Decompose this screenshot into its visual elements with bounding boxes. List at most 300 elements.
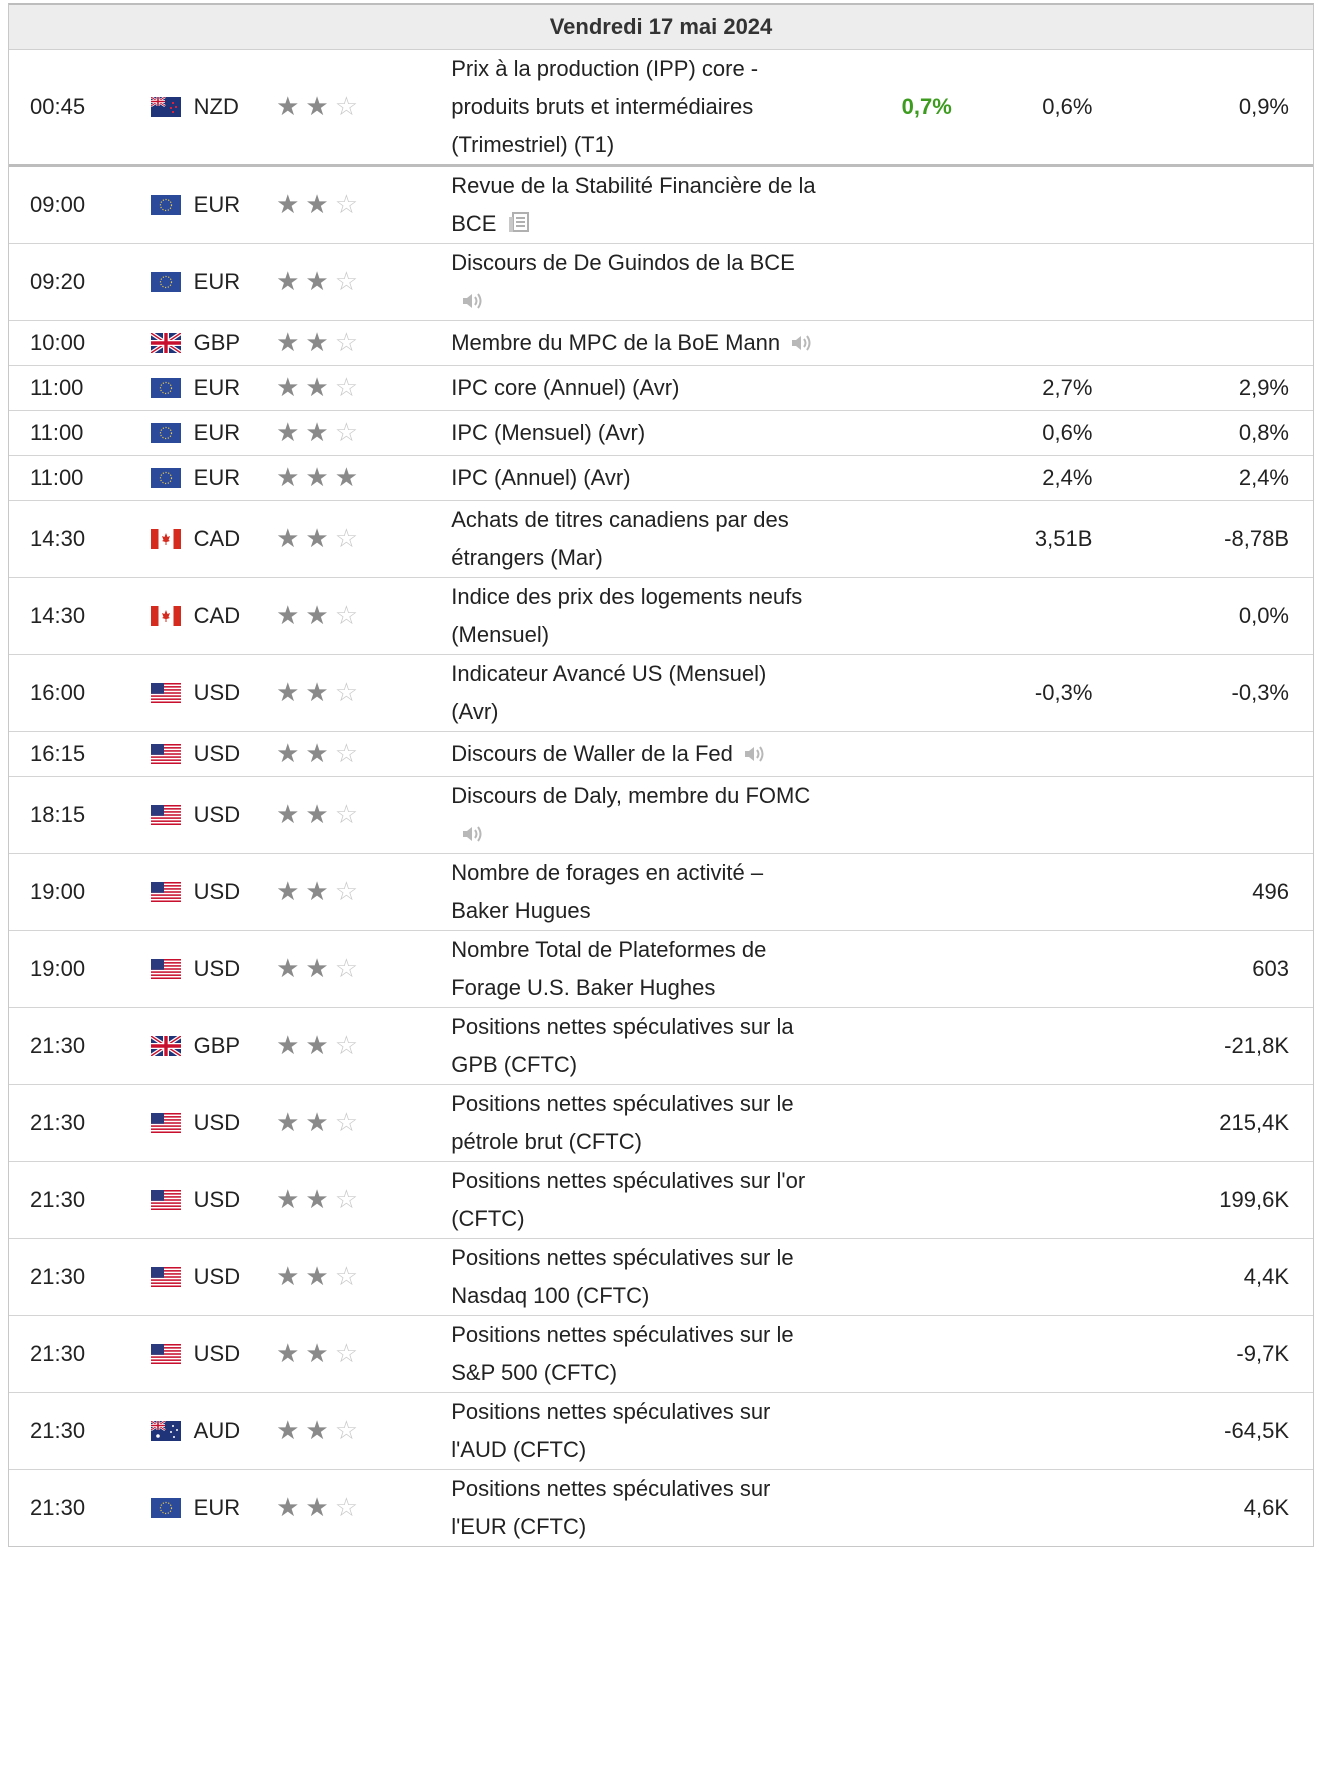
event-currency: [151, 366, 276, 411]
previous-value: 496: [1092, 854, 1313, 931]
us-flag-icon: [151, 1267, 181, 1287]
star-empty-icon: ☆: [334, 523, 358, 553]
importance-stars: [276, 501, 451, 578]
previous-value: 603: [1092, 931, 1313, 1008]
star-filled-icon: ★: [305, 1184, 329, 1214]
events-table: [9, 50, 1313, 1546]
importance-stars: [276, 321, 451, 366]
event-row[interactable]: [9, 244, 1313, 321]
event-name-cell[interactable]: [451, 501, 824, 578]
star-filled-icon: ★: [305, 1415, 329, 1445]
importance-stars: [276, 578, 451, 655]
importance-stars: [276, 655, 451, 732]
uk-flag-icon: [151, 1036, 181, 1056]
star-filled-icon: ★: [305, 600, 329, 630]
star-filled-icon: ★: [305, 1338, 329, 1368]
star-filled-icon: ★: [276, 1415, 300, 1445]
previous-value: -21,8K: [1092, 1008, 1313, 1085]
star-filled-icon: ★: [276, 1261, 300, 1291]
star-empty-icon: ☆: [334, 417, 358, 447]
event-row[interactable]: [9, 411, 1313, 456]
star-filled-icon: ★: [276, 91, 300, 121]
importance-stars: [276, 1008, 451, 1085]
forecast-value: [952, 931, 1093, 1008]
previous-value: [1092, 777, 1313, 854]
event-time: 00:45: [9, 50, 151, 166]
actual-value: [824, 501, 952, 578]
event-name-cell[interactable]: [451, 1393, 824, 1470]
star-filled-icon: ★: [276, 953, 300, 983]
star-filled-icon: ★: [276, 1184, 300, 1214]
previous-value: [1092, 321, 1313, 366]
star-empty-icon: ☆: [334, 1338, 358, 1368]
event-name-cell[interactable]: [451, 732, 824, 777]
actual-value: [824, 732, 952, 777]
forecast-value: [952, 1316, 1093, 1393]
us-flag-icon: [151, 1190, 181, 1210]
us-flag-icon: [151, 882, 181, 902]
speaker-icon[interactable]: [790, 333, 814, 353]
importance-stars: [276, 1085, 451, 1162]
previous-value: 0,0%: [1092, 578, 1313, 655]
star-empty-icon: ☆: [334, 677, 358, 707]
actual-value: [824, 321, 952, 366]
event-name-cell[interactable]: [451, 931, 824, 1008]
forecast-value: [952, 732, 1093, 777]
previous-value: 4,4K: [1092, 1239, 1313, 1316]
event-name[interactable]: Positions nettes spéculatives sur l'or (CFTC): [451, 1168, 806, 1231]
currency-code: GBP: [193, 330, 241, 355]
event-name[interactable]: Positions nettes spéculatives sur l'AUD (CFTC): [451, 1399, 771, 1462]
actual-value: [824, 578, 952, 655]
star-empty-icon: ☆: [334, 1030, 358, 1060]
forecast-value: 2,7%: [952, 366, 1093, 411]
star-filled-icon: ★: [305, 953, 329, 983]
event-time: 16:15: [9, 732, 151, 777]
event-time: 11:00: [9, 411, 151, 456]
event-time: 19:00: [9, 931, 151, 1008]
event-time: 21:30: [30, 1495, 86, 1520]
event-name[interactable]: Positions nettes spéculatives sur le pétrole brut (CFTC): [451, 1091, 794, 1154]
uk-flag-icon: [151, 333, 181, 353]
event-name-cell[interactable]: [451, 854, 824, 931]
star-filled-icon: ★: [305, 189, 329, 219]
event-name[interactable]: Indicateur Avancé US (Mensuel) (Avr): [451, 661, 767, 724]
star-filled-icon: ★: [305, 523, 329, 553]
event-name[interactable]: Indice des prix des logements neufs (Mensuel): [451, 584, 803, 647]
event-name-cell[interactable]: [451, 1470, 824, 1547]
star-filled-icon: ★: [305, 417, 329, 447]
event-row[interactable]: [9, 1239, 1313, 1316]
event-currency: [151, 321, 276, 366]
event-row[interactable]: [9, 1393, 1313, 1470]
event-row[interactable]: [9, 655, 1313, 732]
actual-value: [824, 1393, 952, 1470]
event-name[interactable]: Positions nettes spéculatives sur le Nasdaq 100 (CFTC): [451, 1245, 794, 1308]
eu-flag-icon: [151, 1498, 181, 1518]
previous-value: 2,4%: [1092, 456, 1313, 501]
us-flag-icon: [151, 959, 181, 979]
eu-flag-icon: [151, 468, 181, 488]
forecast-value: 3,51B: [952, 501, 1093, 578]
event-currency: [151, 854, 276, 931]
previous-value: 0,9%: [1092, 50, 1313, 166]
star-filled-icon: ★: [305, 91, 329, 121]
event-currency: [151, 50, 276, 166]
actual-value: [824, 655, 952, 732]
event-time: 10:00: [9, 321, 151, 366]
forecast-value: [952, 1470, 1093, 1547]
previous-value: [1092, 166, 1313, 244]
event-currency: [151, 655, 276, 732]
star-filled-icon: ★: [305, 1492, 329, 1522]
ca-flag-icon: [151, 529, 181, 549]
event-name[interactable]: Prix à la production (IPP) core - produits bruts et intermédiaires (Trimestriel) (T1): [451, 56, 759, 157]
star-empty-icon: ☆: [334, 1107, 358, 1137]
event-name-cell[interactable]: [451, 366, 824, 411]
currency-code: USD: [193, 802, 241, 827]
event-name[interactable]: Nombre Total de Plateformes de Forage U.S. Baker Hughes: [451, 937, 767, 1000]
event-time: 11:00: [9, 456, 151, 501]
event-row[interactable]: [9, 321, 1313, 366]
previous-value: 215,4K: [1092, 1085, 1313, 1162]
nz-flag-icon: [151, 97, 181, 117]
importance-stars: [276, 166, 451, 244]
report-icon[interactable]: [506, 212, 530, 234]
star-filled-icon: ★: [305, 738, 329, 768]
event-currency: [151, 732, 276, 777]
actual-value: [824, 166, 952, 244]
actual-value: [824, 244, 952, 321]
star-filled-icon: ★: [276, 417, 300, 447]
star-filled-icon: ★: [276, 799, 300, 829]
event-currency: [151, 1470, 276, 1547]
event-name[interactable]: IPC (Mensuel) (Avr): [451, 420, 646, 445]
currency-code: EUR: [193, 420, 241, 445]
star-filled-icon: ★: [276, 876, 300, 906]
importance-stars: [276, 1470, 451, 1547]
importance-stars: [276, 732, 451, 777]
speaker-icon[interactable]: [743, 744, 767, 764]
forecast-value: [952, 1085, 1093, 1162]
previous-value: 2,9%: [1092, 366, 1313, 411]
currency-code: USD: [193, 1110, 241, 1135]
event-name[interactable]: Positions nettes spéculatives sur l'EUR (CFTC): [451, 1476, 771, 1539]
event-name-cell[interactable]: [451, 456, 824, 501]
event-currency: [151, 1162, 276, 1239]
event-row[interactable]: [9, 1085, 1313, 1162]
currency-code: USD: [193, 680, 241, 705]
forecast-value: [952, 244, 1093, 321]
event-currency: [151, 1085, 276, 1162]
previous-value: -0,3%: [1092, 655, 1313, 732]
currency-code: USD: [193, 1264, 241, 1289]
currency-code: CAD: [193, 603, 241, 628]
event-name[interactable]: Nombre de forages en activité – Baker Hugues: [451, 860, 764, 923]
star-filled-icon: ★: [276, 600, 300, 630]
importance-stars: [276, 50, 451, 166]
event-currency: [151, 166, 276, 244]
star-filled-icon: ★: [305, 372, 329, 402]
actual-value: [824, 456, 952, 501]
importance-stars: [276, 244, 451, 321]
us-flag-icon: [151, 1113, 181, 1133]
star-empty-icon: ☆: [334, 189, 358, 219]
importance-stars: [276, 854, 451, 931]
event-currency: [151, 1239, 276, 1316]
previous-value: -64,5K: [1092, 1393, 1313, 1470]
event-name-cell[interactable]: [451, 578, 824, 655]
event-currency: [151, 1393, 276, 1470]
event-name[interactable]: Positions nettes spéculatives sur le S&P 500 (CFTC): [451, 1322, 794, 1385]
importance-stars: [276, 931, 451, 1008]
event-row[interactable]: [9, 50, 1313, 166]
star-filled-icon: ★: [276, 266, 300, 296]
star-filled-icon: ★: [305, 1030, 329, 1060]
event-name-cell[interactable]: [451, 1008, 824, 1085]
importance-stars: [276, 456, 451, 501]
star-filled-icon: ★: [305, 327, 329, 357]
forecast-value: [952, 321, 1093, 366]
event-name[interactable]: IPC (Annuel) (Avr): [451, 465, 631, 490]
star-filled-icon: ★: [276, 1492, 300, 1522]
currency-code: GBP: [193, 1033, 241, 1058]
actual-value: [824, 1316, 952, 1393]
event-currency: [151, 501, 276, 578]
currency-code: USD: [193, 956, 241, 981]
event-row[interactable]: [9, 1162, 1313, 1239]
star-filled-icon: ★: [276, 677, 300, 707]
star-filled-icon: ★: [305, 799, 329, 829]
star-empty-icon: ☆: [334, 600, 358, 630]
currency-code: EUR: [193, 465, 241, 490]
day-header: Vendredi 17 mai 2024: [9, 5, 1313, 50]
star-empty-icon: ☆: [334, 372, 358, 402]
forecast-value: 0,6%: [952, 50, 1093, 166]
previous-value: -9,7K: [1092, 1316, 1313, 1393]
eu-flag-icon: [151, 195, 181, 215]
event-name-cell[interactable]: [451, 1085, 824, 1162]
us-flag-icon: [151, 683, 181, 703]
event-row[interactable]: [9, 166, 1313, 244]
event-time: 14:30: [9, 578, 151, 655]
event-time: 21:30: [9, 1008, 151, 1085]
event-name[interactable]: IPC core (Annuel) (Avr): [451, 375, 680, 400]
actual-value: [824, 931, 952, 1008]
star-filled-icon: ★: [334, 462, 358, 492]
event-time: 09:00: [9, 166, 151, 244]
speaker-icon[interactable]: [461, 824, 485, 844]
currency-code: USD: [193, 1341, 241, 1366]
currency-code: AUD: [193, 1418, 241, 1443]
event-time: 14:30: [9, 501, 151, 578]
importance-stars: [276, 1162, 451, 1239]
star-filled-icon: ★: [276, 1107, 300, 1137]
event-name-cell[interactable]: [451, 1162, 824, 1239]
event-time: 21:30: [9, 1239, 151, 1316]
forecast-value: [952, 1239, 1093, 1316]
event-row[interactable]: [9, 854, 1313, 931]
star-empty-icon: ☆: [334, 266, 358, 296]
event-name-cell[interactable]: [451, 411, 824, 456]
importance-stars: [276, 1393, 451, 1470]
currency-code: USD: [193, 879, 241, 904]
forecast-value: [952, 1008, 1093, 1085]
forecast-value: [952, 166, 1093, 244]
currency-code: EUR: [193, 269, 241, 294]
currency-code: EUR: [193, 192, 241, 217]
event-time: 21:30: [9, 1393, 151, 1470]
event-row[interactable]: [9, 777, 1313, 854]
forecast-value: [952, 854, 1093, 931]
currency-code: EUR: [193, 1495, 241, 1520]
actual-value: [824, 1470, 952, 1547]
event-row[interactable]: [9, 732, 1313, 777]
event-name-cell[interactable]: [451, 1239, 824, 1316]
star-filled-icon: ★: [305, 266, 329, 296]
eu-flag-icon: [151, 423, 181, 443]
forecast-value: 0,6%: [952, 411, 1093, 456]
star-empty-icon: ☆: [334, 1184, 358, 1214]
event-time: 18:15: [9, 777, 151, 854]
star-filled-icon: ★: [305, 1261, 329, 1291]
event-time: 16:00: [9, 655, 151, 732]
actual-value: [824, 366, 952, 411]
importance-stars: [276, 366, 451, 411]
event-currency: [151, 777, 276, 854]
event-name[interactable]: Discours de De Guindos de la BCE: [451, 250, 795, 275]
forecast-value: [952, 1393, 1093, 1470]
actual-value: [824, 1008, 952, 1085]
us-flag-icon: [151, 1344, 181, 1364]
actual-value: [824, 1162, 952, 1239]
event-name[interactable]: Achats de titres canadiens par des étrangers (Mar): [451, 507, 789, 570]
currency-code: EUR: [193, 375, 241, 400]
actual-value: [824, 777, 952, 854]
previous-value: 4,6K: [1243, 1495, 1289, 1520]
star-empty-icon: ☆: [334, 953, 358, 983]
star-filled-icon: ★: [276, 189, 300, 219]
event-time: 21:30: [9, 1162, 151, 1239]
speaker-icon[interactable]: [461, 291, 485, 311]
event-currency: [151, 411, 276, 456]
event-row[interactable]: [9, 501, 1313, 578]
event-name-cell[interactable]: [451, 777, 824, 854]
event-name[interactable]: Discours de Waller de la Fed: [451, 741, 733, 766]
actual-value: [824, 854, 952, 931]
star-filled-icon: ★: [276, 372, 300, 402]
forecast-value: [952, 1162, 1093, 1239]
au-flag-icon: [151, 1421, 181, 1441]
event-row[interactable]: [9, 1470, 1313, 1547]
star-empty-icon: ☆: [334, 91, 358, 121]
event-name-cell[interactable]: [451, 1316, 824, 1393]
event-time: 19:00: [9, 854, 151, 931]
economic-calendar: [8, 3, 1314, 1547]
previous-value: [1092, 732, 1313, 777]
previous-value: 0,8%: [1092, 411, 1313, 456]
star-empty-icon: ☆: [334, 876, 358, 906]
event-name-cell[interactable]: [451, 655, 824, 732]
star-filled-icon: ★: [305, 677, 329, 707]
actual-value: [824, 1239, 952, 1316]
star-filled-icon: ★: [305, 876, 329, 906]
event-name-cell[interactable]: [451, 321, 824, 366]
star-filled-icon: ★: [276, 1030, 300, 1060]
eu-flag-icon: [151, 378, 181, 398]
previous-value: 199,6K: [1092, 1162, 1313, 1239]
actual-value: 0,7%: [824, 50, 952, 166]
star-empty-icon: ☆: [334, 1492, 358, 1522]
currency-code: CAD: [193, 526, 241, 551]
previous-value: [1092, 244, 1313, 321]
event-name-cell[interactable]: [451, 50, 824, 166]
forecast-value: -0,3%: [952, 655, 1093, 732]
eu-flag-icon: [151, 272, 181, 292]
event-currency: [151, 244, 276, 321]
star-filled-icon: ★: [305, 462, 329, 492]
star-filled-icon: ★: [276, 327, 300, 357]
us-flag-icon: [151, 805, 181, 825]
importance-stars: [276, 411, 451, 456]
currency-code: USD: [193, 741, 241, 766]
event-row[interactable]: [9, 1316, 1313, 1393]
star-filled-icon: ★: [276, 738, 300, 768]
event-currency: [151, 1008, 276, 1085]
event-time: 21:30: [9, 1316, 151, 1393]
star-filled-icon: ★: [276, 523, 300, 553]
event-currency: [151, 456, 276, 501]
us-flag-icon: [151, 744, 181, 764]
currency-code: USD: [193, 1187, 241, 1212]
event-time: 11:00: [9, 366, 151, 411]
event-row[interactable]: [9, 456, 1313, 501]
event-row[interactable]: [9, 578, 1313, 655]
event-row[interactable]: [9, 931, 1313, 1008]
star-filled-icon: ★: [276, 1338, 300, 1368]
event-currency: [151, 931, 276, 1008]
event-row[interactable]: [9, 366, 1313, 411]
event-name-cell[interactable]: [451, 244, 824, 321]
star-empty-icon: ☆: [334, 1261, 358, 1291]
importance-stars: [276, 1316, 451, 1393]
star-empty-icon: ☆: [334, 799, 358, 829]
event-currency: [151, 578, 276, 655]
forecast-value: 2,4%: [952, 456, 1093, 501]
event-name-cell[interactable]: [451, 166, 824, 244]
star-empty-icon: ☆: [334, 1415, 358, 1445]
event-name[interactable]: Membre du MPC de la BoE Mann: [451, 330, 781, 355]
event-currency: [151, 1316, 276, 1393]
star-filled-icon: ★: [276, 462, 300, 492]
star-filled-icon: ★: [305, 1107, 329, 1137]
event-name[interactable]: Positions nettes spéculatives sur la GPB (CFTC): [451, 1014, 794, 1077]
event-time: 21:30: [9, 1085, 151, 1162]
actual-value: [824, 1085, 952, 1162]
event-row[interactable]: [9, 1008, 1313, 1085]
star-empty-icon: ☆: [334, 738, 358, 768]
forecast-value: [952, 777, 1093, 854]
importance-stars: [276, 777, 451, 854]
event-time: 09:20: [9, 244, 151, 321]
forecast-value: [952, 578, 1093, 655]
previous-value: -8,78B: [1092, 501, 1313, 578]
ca-flag-icon: [151, 606, 181, 626]
event-name[interactable]: Revue de la Stabilité Financière de la BCE: [451, 173, 816, 236]
event-name[interactable]: Discours de Daly, membre du FOMC: [451, 783, 811, 808]
currency-code: NZD: [193, 94, 239, 119]
actual-value: [824, 411, 952, 456]
